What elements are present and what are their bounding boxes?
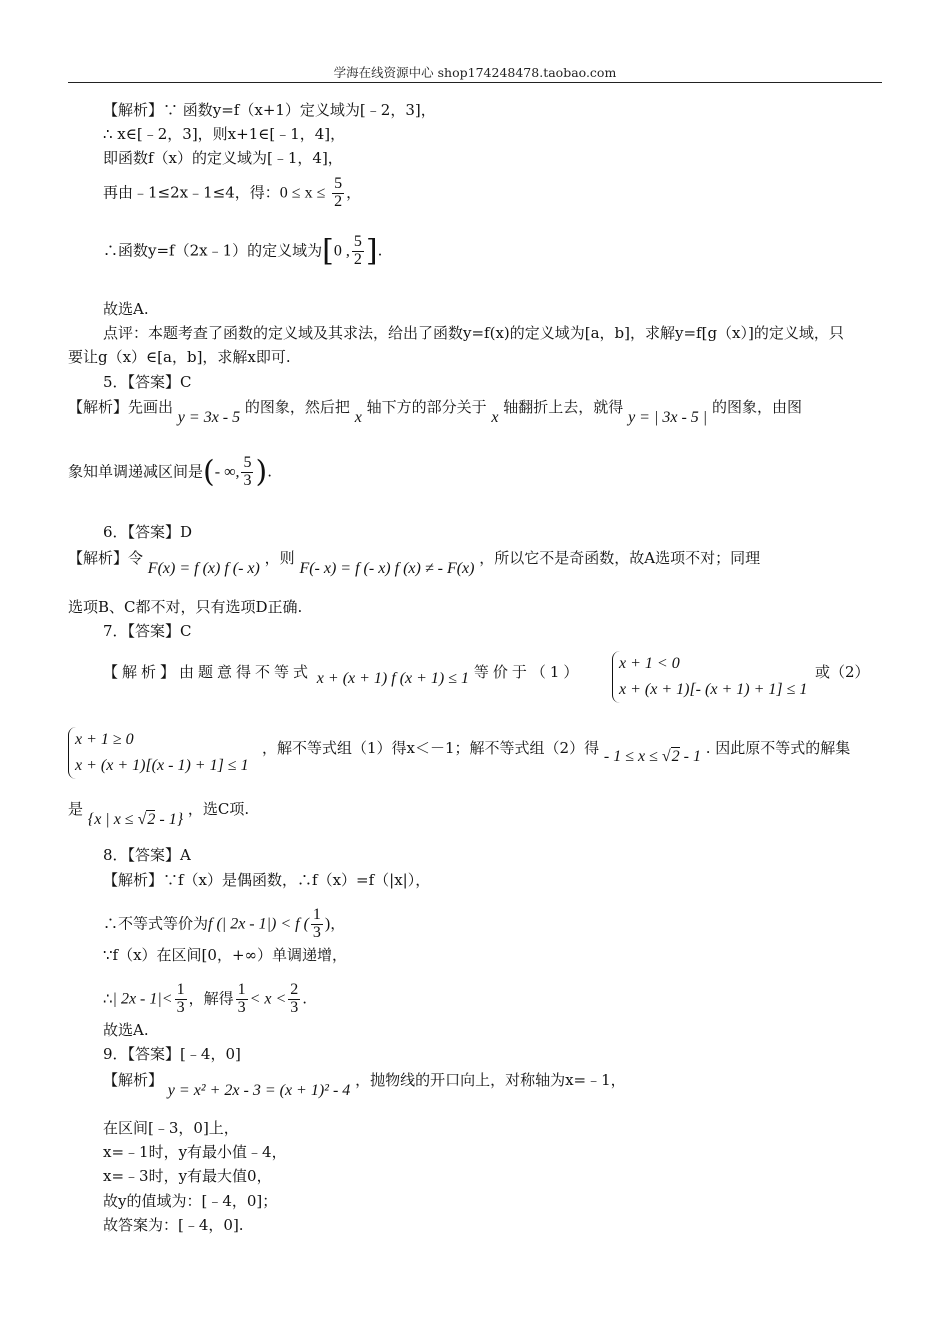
fraction: $\frac{1}{3}$ xyxy=(176,981,185,1016)
math-expr: y = 3x - 5 xyxy=(177,409,241,426)
fraction: $\frac{5}{2}$ xyxy=(334,175,343,210)
text-line: ，解不等式组（1）得x＜－1；解不等式组（2）得 - 1 ≤ x ≤ √2 - 1 . 因此原不等式的解集 xyxy=(262,739,851,765)
page-header: 学海在线资源中心 shop174248478.taobao.com xyxy=(333,65,617,80)
text-line: 即函数f（x）的定义域为[﹣1，4]， xyxy=(103,149,343,167)
text-line: 故选A. xyxy=(103,300,149,318)
answer-heading: 7．【答案】C xyxy=(103,622,192,640)
text-line: ∴| 2x - 1|< $\frac{1}{3}$ ，解得 $\frac{1}{3}$ < x < $\frac{2}{3}$ . xyxy=(103,981,308,1016)
fraction: $\frac{1}{3}$ xyxy=(312,906,321,941)
answer-heading: 5．【答案】C xyxy=(103,373,192,391)
math-expr: {x | x ≤ √2 - 1} xyxy=(87,811,184,828)
text-line: 或（2） xyxy=(815,663,870,681)
text-line: x=﹣1时，y有最小值﹣4， xyxy=(103,1143,287,1161)
text-line: 【解析】∵f（x）是偶函数，∴f（x）=f（|x|）， xyxy=(103,871,431,889)
header-rule xyxy=(68,82,882,83)
text-line: 故答案为：[﹣4，0]. xyxy=(103,1216,244,1234)
text-line: 故y的值域为：[﹣4，0]； xyxy=(103,1192,278,1210)
text-line: 选项B、C都不对，只有选项D正确. xyxy=(68,598,303,616)
text-line: ∴不等式等价为f (| 2x - 1|) < f ( $\frac{1}{3}$ )， xyxy=(103,906,346,941)
text-line: ∴函数y=f（2x﹣1）的定义域为[0 , $\frac{5}{2}$ ]. xyxy=(103,233,383,269)
math-expr: | 2x - 1|< xyxy=(112,990,173,1008)
math-expr: - ∞, xyxy=(214,463,240,481)
math-expr: 0 , xyxy=(333,242,350,260)
text-line: 【解析】由题意得不等式 x + (x + 1) f (x + 1) ≤ 1 等价于（1） xyxy=(103,663,583,687)
math-expr: y = x² + 2x - 3 = (x + 1)² - 4 xyxy=(167,1082,351,1099)
inequality-system-1: x + 1 < 0 x + (x + 1)[- (x + 1) + 1] ≤ 1 xyxy=(612,651,807,703)
fraction: $\frac{1}{3}$ xyxy=(237,981,246,1016)
math-expr: x + (x + 1) f (x + 1) ≤ 1 xyxy=(316,670,470,687)
text-line: ∴ x∈[﹣2，3]，则x+1∈[﹣1，4]， xyxy=(103,125,346,143)
fraction: $\frac{5}{3}$ xyxy=(243,454,252,489)
text-line: 【解析】 y = x² + 2x - 3 = (x + 1)² - 4 ，抛物线的开口向上，对称轴为x=﹣1， xyxy=(103,1071,626,1099)
text-line: 点评：本题考查了函数的定义域及其求法，给出了函数y=f(x)的定义域为[a，b]，求解y=f[g（x）]的定义域，只 xyxy=(103,324,844,342)
fraction: $\frac{5}{2}$ xyxy=(353,233,362,268)
text-line: 象知单调递减区间是(- ∞, $\frac{5}{3}$ ). xyxy=(68,454,272,490)
answer-heading: 9．【答案】[﹣4，0] xyxy=(103,1045,241,1063)
fraction: $\frac{2}{3}$ xyxy=(290,981,299,1016)
text-line: 再由﹣1≤2x﹣1≤4，得：0 ≤ x ≤ $\frac{5}{2}$ ， xyxy=(103,175,362,210)
math-expr: 0 ≤ x ≤ xyxy=(279,184,326,202)
text-line: x=﹣3时，y有最大值0， xyxy=(103,1167,272,1185)
text-line: 要让g（x）∈[a，b]，求解x即可. xyxy=(68,348,291,366)
text-line: 【解析】先画出 y = 3x - 5 的图象，然后把 x 轴下方的部分关于 x 轴翻折上去，就得 y = | 3x - 5 | 的图象，由图 xyxy=(68,398,802,426)
text-line: 在区间[﹣3，0]上， xyxy=(103,1119,239,1137)
text-line: 故选A. xyxy=(103,1021,149,1039)
math-expr: F(x) = f (x) f (- x) xyxy=(147,560,260,577)
answer-heading: 8．【答案】A xyxy=(103,846,191,864)
math-expr: F(- x) = f (- x) f (x) ≠ - F(x) xyxy=(299,560,475,577)
answer-heading: 6．【答案】D xyxy=(103,523,193,541)
text-line: 是 {x | x ≤ √2 - 1} ，选C项. xyxy=(68,800,250,828)
math-expr: f (| 2x - 1|) < f ( xyxy=(208,915,309,933)
text-line: ∵f（x）在区间[0，+∞）单调递增， xyxy=(103,946,348,964)
math-expr: y = | 3x - 5 | xyxy=(628,409,708,426)
text-line: 【解析】∵ 函数y=f（x+1）定义域为[﹣2，3]， xyxy=(103,101,436,119)
inequality-system-2: x + 1 ≥ 0 x + (x + 1)[(x - 1) + 1] ≤ 1 xyxy=(68,727,249,779)
text-line: 【解析】令 F(x) = f (x) f (- x) ，则 F(- x) = f (- x) f (x) ≠ - F(x) ，所以它不是奇函数，故A选项不对；同理 xyxy=(68,549,761,577)
math-expr: - 1 ≤ x ≤ √2 - 1 xyxy=(603,748,701,765)
